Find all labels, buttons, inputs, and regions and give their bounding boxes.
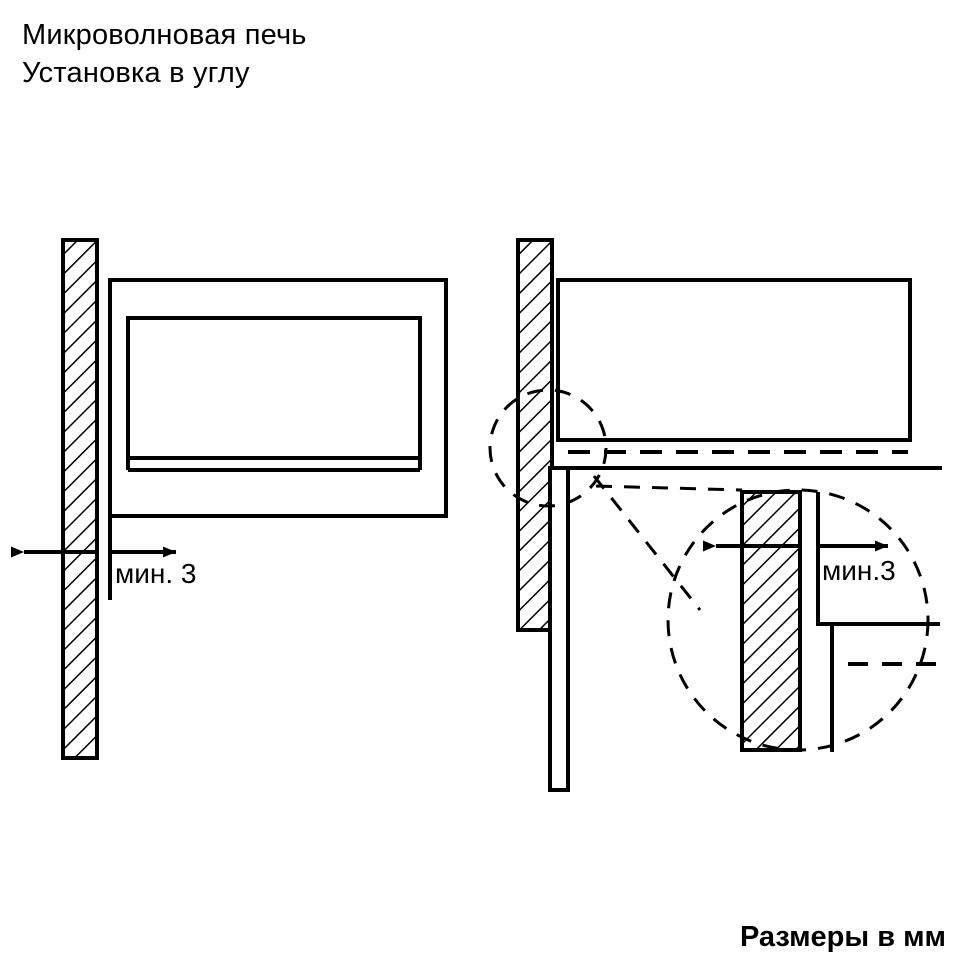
- dimension-label-right: мин.3: [822, 555, 896, 586]
- title-line-1: Микроволновая печь: [22, 19, 307, 51]
- units-note: Размеры в мм: [739, 921, 946, 953]
- top-view-group: [490, 240, 942, 790]
- wall-hatch-left: [63, 240, 97, 758]
- dimension-label-left: мин. 3: [115, 558, 197, 589]
- title-line-2: Установка в углу: [22, 57, 250, 90]
- appliance-side-panel: [550, 468, 568, 790]
- detail-wall-hatch: [742, 492, 800, 750]
- detail-leader-lower: [594, 476, 700, 610]
- appliance-body-top: [558, 280, 910, 440]
- appliance-door-panel: [128, 318, 420, 458]
- front-view-group: [24, 240, 446, 758]
- detail-leader-upper: [596, 486, 742, 490]
- wall-hatch-right: [518, 240, 552, 630]
